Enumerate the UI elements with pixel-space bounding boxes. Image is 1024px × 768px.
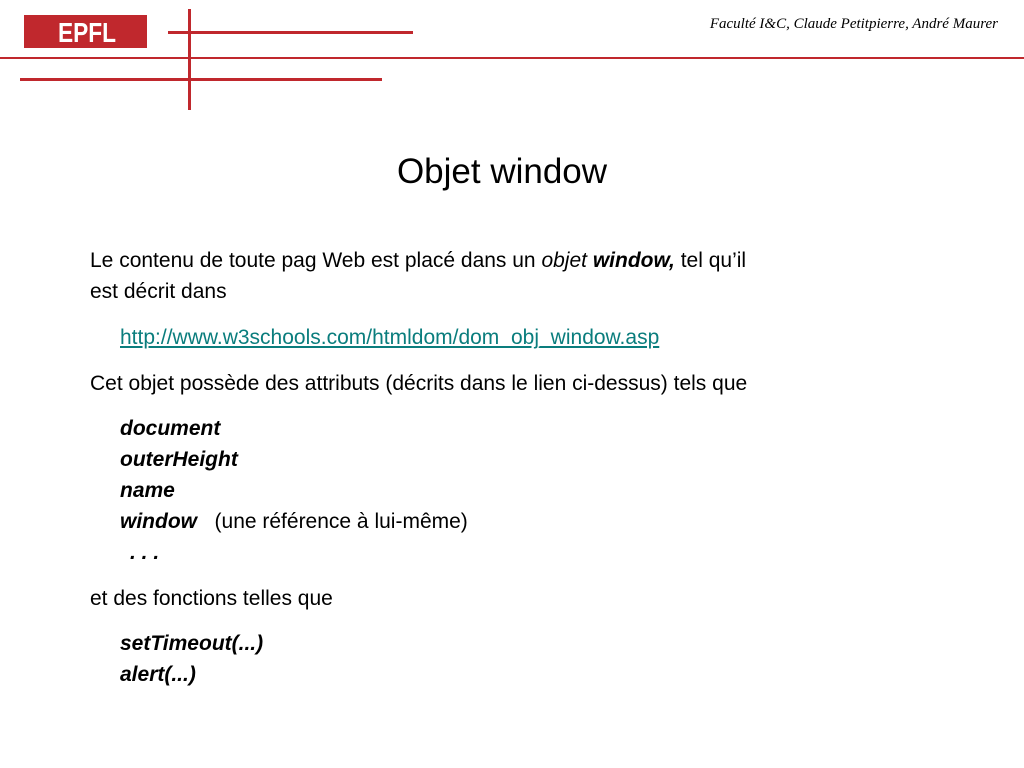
intro-objet: objet — [541, 249, 587, 272]
epfl-logo — [24, 15, 147, 48]
attribute-window: window — [120, 510, 197, 533]
header-credit: Faculté I&C, Claude Petitpierre, André Maurer — [709, 16, 998, 32]
w3schools-link[interactable]: http://www.w3schools.com/htmldom/dom_obj_window.asp — [120, 326, 660, 349]
slide-title: Objet window — [396, 152, 608, 191]
attribute-outerheight: outerHeight — [120, 448, 238, 471]
intro-window: window, — [592, 249, 675, 272]
header-line-top — [168, 31, 413, 34]
function-alert: alert(...) — [120, 663, 196, 686]
attributes-list — [120, 413, 468, 568]
functions-intro: et des fonctions telles que — [90, 587, 333, 610]
logo-text: EPFL — [58, 17, 116, 48]
intro-line2: est décrit dans — [90, 280, 227, 303]
functions-list — [120, 628, 263, 690]
link-paragraph — [120, 322, 659, 353]
attribute-name: name — [120, 479, 175, 502]
attributes-ellipsis: . . . — [130, 541, 160, 564]
header-line-vertical — [188, 9, 191, 110]
attributes-intro: Cet objet possède des attributs (décrits dans le lien ci-dessus) tels que — [90, 372, 748, 395]
window-note: (une référence à lui-même) — [214, 510, 468, 533]
header-line-bottom — [20, 78, 382, 81]
header-line-middle — [0, 57, 1024, 59]
intro-text-before: Le contenu de toute pag Web est placé dans un — [90, 249, 542, 272]
attribute-document: document — [120, 417, 221, 440]
function-settimeout: setTimeout(...) — [120, 632, 264, 655]
intro-paragraph — [90, 245, 746, 307]
intro-text-after: tel qu’il — [674, 249, 747, 272]
